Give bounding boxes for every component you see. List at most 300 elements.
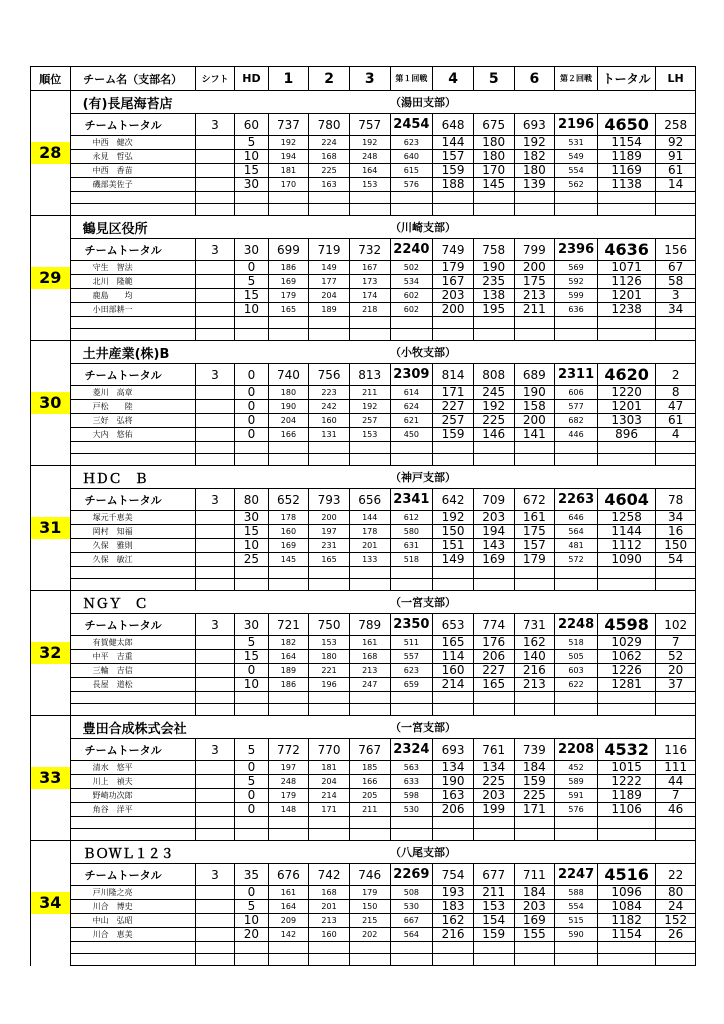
member-hd: 0 — [235, 886, 268, 900]
member-lh: 26 — [656, 928, 696, 942]
blank-row — [31, 829, 696, 841]
member-game-4: 114 — [433, 650, 474, 664]
member-round-2: 515 — [555, 914, 598, 928]
col-game-2: 2 — [309, 67, 350, 91]
blank-cell — [514, 829, 555, 841]
member-round-1: 612 — [390, 511, 433, 525]
member-game-1: 194 — [268, 150, 309, 164]
member-round-1: 534 — [390, 275, 433, 289]
member-lh: 4 — [656, 428, 696, 442]
team-game-1: 676 — [268, 864, 309, 886]
member-round-1: 667 — [390, 914, 433, 928]
member-round-2: 646 — [555, 511, 598, 525]
team-header-row — [31, 716, 696, 739]
blank-cell — [514, 579, 555, 591]
member-game-3: 150 — [349, 900, 390, 914]
team-total-row — [31, 239, 696, 261]
blank-cell — [514, 204, 555, 216]
member-game-4: 165 — [433, 636, 474, 650]
member-total: 1062 — [597, 650, 655, 664]
member-game-1: 186 — [268, 261, 309, 275]
team-game-2: 793 — [309, 489, 350, 511]
member-row — [31, 525, 696, 539]
member-name: 中平 吉重 — [70, 650, 195, 664]
member-game-1: 190 — [268, 400, 309, 414]
blank-cell — [70, 192, 195, 204]
member-game-5: 190 — [473, 261, 514, 275]
team-game-3: 789 — [349, 614, 390, 636]
team-game-5: 774 — [473, 614, 514, 636]
member-game-3: 205 — [349, 789, 390, 803]
member-round-1: 633 — [390, 775, 433, 789]
member-game-1: 166 — [268, 428, 309, 442]
blank-cell — [235, 704, 268, 716]
member-lh: 16 — [656, 525, 696, 539]
team-lh: 78 — [656, 489, 696, 511]
team-name: 鶴見区役所 — [70, 216, 390, 239]
team-lh: 258 — [656, 114, 696, 136]
member-round-2: 590 — [555, 928, 598, 942]
member-game-3: 211 — [349, 803, 390, 817]
member-game-5: 145 — [473, 178, 514, 192]
team-game-6: 672 — [514, 489, 555, 511]
blank-cell — [597, 454, 655, 466]
team-total: 4532 — [597, 739, 655, 761]
blank-cell — [195, 692, 235, 704]
member-game-6: 200 — [514, 261, 555, 275]
blank-cell — [309, 317, 350, 329]
blank-cell — [555, 204, 598, 216]
member-game-3: 201 — [349, 539, 390, 553]
member-row — [31, 136, 696, 150]
member-hd: 20 — [235, 928, 268, 942]
member-row — [31, 261, 696, 275]
blank-cell — [473, 954, 514, 966]
member-lh: 3 — [656, 289, 696, 303]
team-rank-cell — [31, 216, 71, 341]
blank-cell — [195, 704, 235, 716]
member-game-2: 225 — [309, 164, 350, 178]
rank-badge: 29 — [31, 267, 70, 289]
team-hd: 0 — [235, 364, 268, 386]
team-game-4: 754 — [433, 864, 474, 886]
blank-cell — [195, 567, 235, 579]
blank-cell — [597, 442, 655, 454]
blank-cell — [390, 817, 433, 829]
member-row — [31, 164, 696, 178]
blank-cell — [514, 704, 555, 716]
blank-cell — [514, 317, 555, 329]
team-game-3: 732 — [349, 239, 390, 261]
blank-cell — [349, 829, 390, 841]
blank-cell — [235, 829, 268, 841]
member-game-5: 146 — [473, 428, 514, 442]
member-name: 塚元千恵美 — [70, 511, 195, 525]
member-game-2: 231 — [309, 539, 350, 553]
rank-badge: 31 — [31, 517, 70, 539]
member-round-1: 450 — [390, 428, 433, 442]
branch-name: （川崎支部） — [390, 216, 695, 239]
member-game-2: 131 — [309, 428, 350, 442]
team-game-4: 749 — [433, 239, 474, 261]
member-hd: 15 — [235, 525, 268, 539]
team-game-4: 648 — [433, 114, 474, 136]
rank-badge: 32 — [31, 642, 70, 664]
member-game-2: 242 — [309, 400, 350, 414]
member-row — [31, 150, 696, 164]
member-round-1: 518 — [390, 553, 433, 567]
member-game-3: 218 — [349, 303, 390, 317]
member-game-5: 176 — [473, 636, 514, 650]
team-total-row — [31, 864, 696, 886]
col-lh: LH — [656, 67, 696, 91]
team-round-1: 2454 — [390, 114, 433, 136]
member-hd: 5 — [235, 900, 268, 914]
blank-cell — [656, 692, 696, 704]
member-game-2: 200 — [309, 511, 350, 525]
team-total-label: チームトータル — [70, 364, 195, 386]
team-game-6: 739 — [514, 739, 555, 761]
member-game-6: 179 — [514, 553, 555, 567]
member-hd: 10 — [235, 678, 268, 692]
blank-cell — [235, 454, 268, 466]
blank-cell — [514, 192, 555, 204]
member-game-1: 248 — [268, 775, 309, 789]
member-game-3: 192 — [349, 136, 390, 150]
blank-cell — [656, 942, 696, 954]
blank-cell — [268, 704, 309, 716]
member-row — [31, 553, 696, 567]
member-total: 1201 — [597, 400, 655, 414]
blank-cell — [433, 579, 474, 591]
member-game-1: 179 — [268, 789, 309, 803]
member-name: 三輪 吉信 — [70, 664, 195, 678]
member-game-4: 192 — [433, 511, 474, 525]
blank-row — [31, 192, 696, 204]
blank-cell — [514, 454, 555, 466]
blank-cell — [268, 317, 309, 329]
member-total: 1112 — [597, 539, 655, 553]
member-game-3: 164 — [349, 164, 390, 178]
blank-cell — [555, 829, 598, 841]
col-game-1: 1 — [268, 67, 309, 91]
member-round-1: 557 — [390, 650, 433, 664]
member-round-1: 640 — [390, 150, 433, 164]
blank-cell — [514, 954, 555, 966]
member-shift — [195, 275, 235, 289]
team-round-2: 2263 — [555, 489, 598, 511]
member-game-6: 184 — [514, 886, 555, 900]
member-shift — [195, 928, 235, 942]
team-game-4: 642 — [433, 489, 474, 511]
member-game-3: 248 — [349, 150, 390, 164]
blank-cell — [235, 442, 268, 454]
blank-cell — [309, 579, 350, 591]
standings-body — [31, 91, 696, 966]
member-game-4: 216 — [433, 928, 474, 942]
member-game-6: 169 — [514, 914, 555, 928]
member-shift — [195, 789, 235, 803]
member-total: 1138 — [597, 178, 655, 192]
blank-cell — [514, 329, 555, 341]
team-total-row — [31, 739, 696, 761]
blank-cell — [473, 454, 514, 466]
member-shift — [195, 539, 235, 553]
blank-cell — [555, 442, 598, 454]
member-game-2: 160 — [309, 414, 350, 428]
team-total-label: チームトータル — [70, 114, 195, 136]
member-game-6: 158 — [514, 400, 555, 414]
team-name: 豊田合成株式会社 — [70, 716, 390, 739]
team-game-6: 689 — [514, 364, 555, 386]
team-total-row — [31, 489, 696, 511]
member-game-4: 179 — [433, 261, 474, 275]
member-game-2: 224 — [309, 136, 350, 150]
member-round-2: 531 — [555, 136, 598, 150]
member-name: 中山 弘昭 — [70, 914, 195, 928]
member-game-4: 257 — [433, 414, 474, 428]
member-hd: 10 — [235, 914, 268, 928]
member-round-2: 606 — [555, 386, 598, 400]
blank-cell — [390, 579, 433, 591]
member-round-2: 549 — [555, 150, 598, 164]
member-game-3: 167 — [349, 261, 390, 275]
team-total-label: チームトータル — [70, 864, 195, 886]
member-total: 1096 — [597, 886, 655, 900]
member-name: 守生 智法 — [70, 261, 195, 275]
member-game-3: 247 — [349, 678, 390, 692]
member-round-1: 508 — [390, 886, 433, 900]
blank-cell — [268, 454, 309, 466]
member-hd: 0 — [235, 261, 268, 275]
blank-cell — [597, 204, 655, 216]
team-hd: 5 — [235, 739, 268, 761]
blank-cell — [309, 704, 350, 716]
blank-cell — [268, 817, 309, 829]
team-header-row — [31, 841, 696, 864]
team-name: 土井産業(株)B — [70, 341, 390, 364]
member-game-1: 165 — [268, 303, 309, 317]
blank-row — [31, 692, 696, 704]
member-game-4: 188 — [433, 178, 474, 192]
member-hd: 0 — [235, 400, 268, 414]
blank-cell — [390, 192, 433, 204]
member-game-6: 162 — [514, 636, 555, 650]
team-game-5: 709 — [473, 489, 514, 511]
blank-cell — [195, 817, 235, 829]
member-game-5: 245 — [473, 386, 514, 400]
blank-cell — [555, 567, 598, 579]
col-game-4: 4 — [433, 67, 474, 91]
member-round-1: 615 — [390, 164, 433, 178]
branch-name: （一宮支部） — [390, 716, 695, 739]
blank-cell — [555, 704, 598, 716]
member-game-6: 175 — [514, 275, 555, 289]
member-game-3: 179 — [349, 886, 390, 900]
member-total: 1144 — [597, 525, 655, 539]
member-round-2: 599 — [555, 289, 598, 303]
team-game-6: 711 — [514, 864, 555, 886]
team-shift: 3 — [195, 614, 235, 636]
blank-cell — [433, 942, 474, 954]
member-name: 岡村 知福 — [70, 525, 195, 539]
member-hd: 0 — [235, 664, 268, 678]
member-shift — [195, 303, 235, 317]
member-game-3: 153 — [349, 178, 390, 192]
member-lh: 152 — [656, 914, 696, 928]
member-round-2: 622 — [555, 678, 598, 692]
member-game-4: 163 — [433, 789, 474, 803]
member-name: 長屋 道松 — [70, 678, 195, 692]
member-name: 戸松 陸 — [70, 400, 195, 414]
blank-cell — [309, 454, 350, 466]
member-shift — [195, 136, 235, 150]
member-hd: 30 — [235, 511, 268, 525]
member-game-4: 134 — [433, 761, 474, 775]
blank-cell — [235, 204, 268, 216]
member-name: 大内 悠佑 — [70, 428, 195, 442]
member-game-1: 181 — [268, 164, 309, 178]
team-total-label: チームトータル — [70, 239, 195, 261]
team-round-1: 2269 — [390, 864, 433, 886]
col-rank: 順位 — [31, 67, 71, 91]
member-game-5: 225 — [473, 414, 514, 428]
member-game-3: 215 — [349, 914, 390, 928]
member-round-2: 562 — [555, 178, 598, 192]
member-game-4: 183 — [433, 900, 474, 914]
member-shift — [195, 650, 235, 664]
member-round-2: 481 — [555, 539, 598, 553]
member-total: 1189 — [597, 150, 655, 164]
member-name: 菱川 高章 — [70, 386, 195, 400]
blank-row — [31, 567, 696, 579]
member-lh: 92 — [656, 136, 696, 150]
blank-cell — [433, 317, 474, 329]
member-game-2: 196 — [309, 678, 350, 692]
blank-cell — [473, 317, 514, 329]
blank-cell — [349, 579, 390, 591]
team-total-row — [31, 364, 696, 386]
member-game-5: 169 — [473, 553, 514, 567]
member-game-2: 214 — [309, 789, 350, 803]
blank-cell — [473, 329, 514, 341]
blank-cell — [390, 704, 433, 716]
member-name: 野崎功次郎 — [70, 789, 195, 803]
member-name: 磯部美佐子 — [70, 178, 195, 192]
member-round-2: 588 — [555, 886, 598, 900]
member-total: 1084 — [597, 900, 655, 914]
blank-cell — [349, 567, 390, 579]
member-game-1: 160 — [268, 525, 309, 539]
member-game-2: 163 — [309, 178, 350, 192]
member-lh: 61 — [656, 414, 696, 428]
member-name: 久保 雅則 — [70, 539, 195, 553]
blank-cell — [268, 579, 309, 591]
member-shift — [195, 386, 235, 400]
blank-cell — [70, 317, 195, 329]
member-game-2: 171 — [309, 803, 350, 817]
member-game-5: 227 — [473, 664, 514, 678]
blank-cell — [656, 829, 696, 841]
team-total-row — [31, 114, 696, 136]
member-total: 1071 — [597, 261, 655, 275]
blank-cell — [473, 579, 514, 591]
member-game-4: 162 — [433, 914, 474, 928]
team-rank-cell — [31, 466, 71, 591]
member-hd: 5 — [235, 636, 268, 650]
blank-cell — [433, 817, 474, 829]
blank-cell — [514, 817, 555, 829]
member-row — [31, 789, 696, 803]
blank-cell — [349, 954, 390, 966]
member-row — [31, 539, 696, 553]
member-name: 川合 博史 — [70, 900, 195, 914]
member-round-2: 572 — [555, 553, 598, 567]
team-game-1: 652 — [268, 489, 309, 511]
team-round-1: 2324 — [390, 739, 433, 761]
blank-cell — [656, 192, 696, 204]
blank-cell — [235, 317, 268, 329]
member-game-1: 180 — [268, 386, 309, 400]
member-lh: 91 — [656, 150, 696, 164]
col-game-3: 3 — [349, 67, 390, 91]
blank-cell — [433, 204, 474, 216]
team-total: 4620 — [597, 364, 655, 386]
member-game-1: 145 — [268, 553, 309, 567]
member-game-6: 203 — [514, 900, 555, 914]
member-total: 1090 — [597, 553, 655, 567]
blank-cell — [597, 329, 655, 341]
team-game-1: 699 — [268, 239, 309, 261]
team-shift: 3 — [195, 739, 235, 761]
team-hd: 80 — [235, 489, 268, 511]
member-total: 1189 — [597, 789, 655, 803]
member-lh: 47 — [656, 400, 696, 414]
blank-cell — [555, 817, 598, 829]
member-row — [31, 886, 696, 900]
member-game-6: 211 — [514, 303, 555, 317]
team-rank-cell — [31, 591, 71, 716]
blank-cell — [195, 204, 235, 216]
blank-cell — [433, 692, 474, 704]
member-game-1: 186 — [268, 678, 309, 692]
member-game-4: 200 — [433, 303, 474, 317]
blank-cell — [514, 942, 555, 954]
member-game-3: 213 — [349, 664, 390, 678]
team-game-4: 653 — [433, 614, 474, 636]
member-lh: 52 — [656, 650, 696, 664]
member-game-4: 150 — [433, 525, 474, 539]
team-header-row — [31, 216, 696, 239]
blank-cell — [390, 317, 433, 329]
member-hd: 15 — [235, 289, 268, 303]
member-game-5: 154 — [473, 914, 514, 928]
member-game-4: 193 — [433, 886, 474, 900]
member-game-3: 178 — [349, 525, 390, 539]
member-round-1: 602 — [390, 289, 433, 303]
blank-cell — [433, 704, 474, 716]
member-game-2: 189 — [309, 303, 350, 317]
blank-cell — [349, 317, 390, 329]
member-shift — [195, 664, 235, 678]
member-lh: 34 — [656, 511, 696, 525]
team-round-2: 2247 — [555, 864, 598, 886]
member-shift — [195, 525, 235, 539]
member-lh: 54 — [656, 553, 696, 567]
team-game-2: 719 — [309, 239, 350, 261]
blank-cell — [656, 204, 696, 216]
member-game-4: 203 — [433, 289, 474, 303]
